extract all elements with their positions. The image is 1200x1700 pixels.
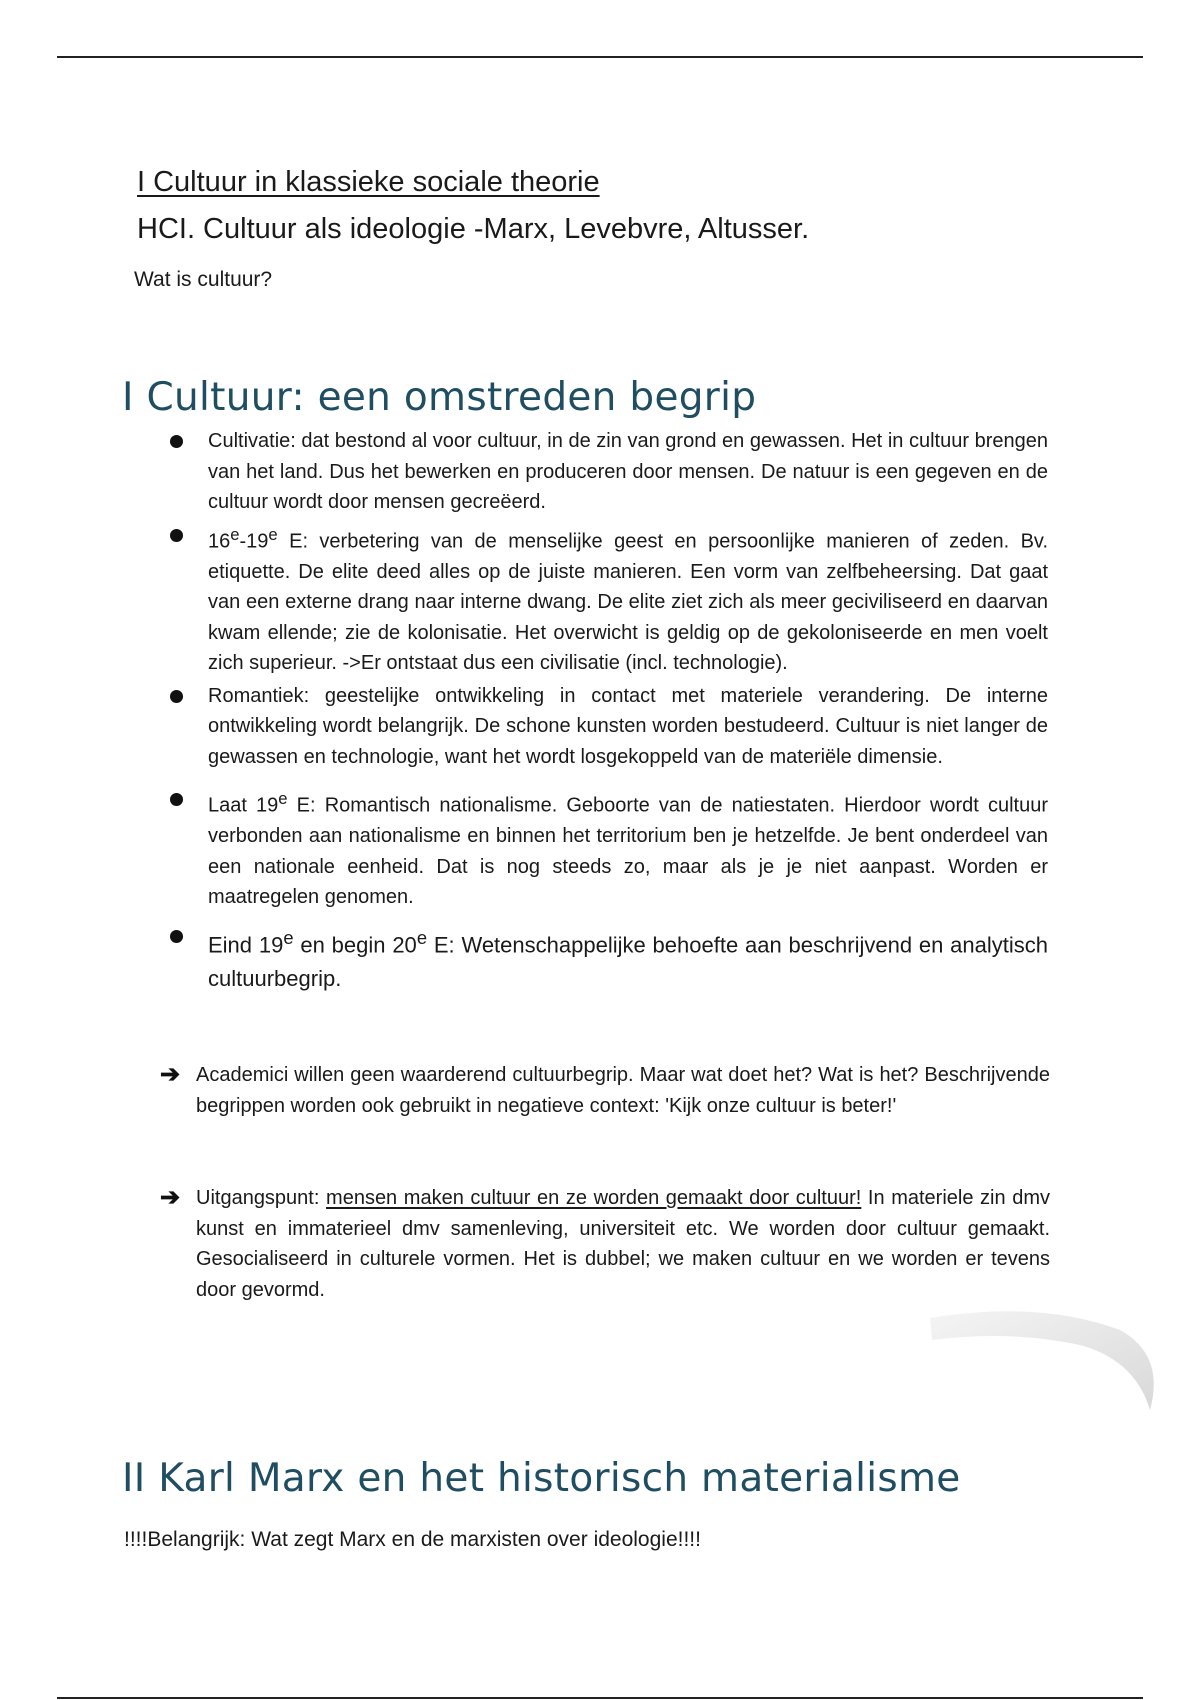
section-heading-marx: II Karl Marx en het historisch materialisme <box>122 1456 961 1501</box>
list-item-text: E: Wetenschappelijke behoefte aan beschrijvend en analytisch cultuurbegrip. <box>208 932 1049 992</box>
bottom-rule <box>57 1697 1143 1699</box>
definition-list <box>168 426 1048 996</box>
right-arrow-icon: ➔ <box>160 1184 181 1211</box>
list-item-text: E: Romantisch nationalisme. Geboorte van de natiestaten. Hierdoor wordt cultuur verbonden aan nationalisme en binnen het territorium ben je hetzelfde. Je bent onderdeel van een nationale eenheid. Dat is nog steeds zo, maar als je je niet aanpast. Worden er maatregelen genomen. <box>208 794 1048 909</box>
list-item-text: E: verbetering van de menselijke geest en persoonlijke manieren of zeden. Bv. etiquette. De elite deed alles op de juiste manieren. Een vorm van zelfbeheersing. Dat gaat van een externe drang naar interne dwang. De elite ziet zich als meer geciviliseerd en daarvan kwam ellende; zie de kolonisatie. Het overwicht is geldig op de gekoloniseerde en men voelt zich superieur. ->Er ontstaat dus een civilisatie (incl. technologie). <box>208 530 1048 675</box>
scan-smudge <box>920 1300 1180 1420</box>
list-item <box>168 426 1048 518</box>
list-item-text: Romantiek: geestelijke ontwikkeling in contact met materiele verandering. De interne ontwikkeling wordt belangrijk. De schone kunsten worden bestudeerd. Cultuur is niet langer de gewassen en technologie, want het wordt losgekoppeld van de materiële dimensie. <box>208 684 1048 768</box>
list-item <box>168 921 1048 996</box>
arrow-item-text: Academici willen geen waarderend cultuurbegrip. Maar wat doet het? Wat is het? Beschrijvende begrippen worden ook gebruikt in negatieve context: 'Kijk onze cultuur is beter!' <box>196 1064 1050 1117</box>
arrow-note-uitgangspunt <box>160 1183 1050 1305</box>
list-item <box>168 784 1048 913</box>
key-statement: mensen maken cultuur en ze worden gemaakt door cultuur! <box>326 1187 862 1209</box>
arrow-item <box>160 1183 1050 1305</box>
list-item-lead: Eind 19 <box>208 932 284 958</box>
ordinal-sup: e <box>416 926 428 948</box>
list-item-lead: Laat 19 <box>208 794 279 817</box>
ordinal-sup: e <box>230 524 240 544</box>
lecture-subtitle: HCI. Cultuur als ideologie -Marx, Levebvre, Altusser. <box>137 213 810 245</box>
section-heading-cultuur: I Cultuur: een omstreden begrip <box>122 375 757 420</box>
bullet-dot-icon <box>170 930 183 943</box>
arrow-item <box>160 1060 1050 1121</box>
ordinal-sup: e <box>283 926 294 948</box>
bullet-dot-icon <box>170 793 183 806</box>
important-note: !!!!Belangrijk: Wat zegt Marx en de marxisten over ideologie!!!! <box>124 1528 701 1551</box>
list-item-mid: en begin 20 <box>293 932 417 958</box>
list-item-lead: 16 <box>208 530 231 553</box>
bullet-dot-icon <box>170 435 183 448</box>
course-title: I Cultuur in klassieke sociale theorie <box>137 166 600 198</box>
ordinal-sup: e <box>268 524 278 544</box>
ordinal-sup: e <box>278 789 288 809</box>
arrow-item-text: In materiele zin dmv kunst en immaterieel dmv samenleving, universiteit etc. We worden door cultuur gemaakt. Gesocialiseerd in culturele vormen. Het is dubbel; we maken cultuur en we worden er tevens door gevormd. <box>196 1187 1051 1301</box>
list-item-text: Cultivatie: dat bestond al voor cultuur, in de zin van grond en gewassen. Het in cultuur brengen van het land. Dus het bewerken en produceren door mensen. De natuur is een gegeven en de cultuur wordt door mensen gecreëerd. <box>208 430 1048 513</box>
bullet-dot-icon <box>170 690 183 703</box>
arrow-note-academici <box>160 1060 1050 1121</box>
right-arrow-icon: ➔ <box>160 1061 181 1088</box>
list-item <box>168 520 1048 679</box>
top-rule <box>57 56 1143 58</box>
arrow-item-prefix: Uitgangspunt: <box>196 1187 327 1209</box>
intro-question: Wat is cultuur? <box>134 268 273 291</box>
list-item <box>168 681 1048 773</box>
list-item-mid: -19 <box>239 530 269 553</box>
bullet-dot-icon <box>170 529 183 542</box>
